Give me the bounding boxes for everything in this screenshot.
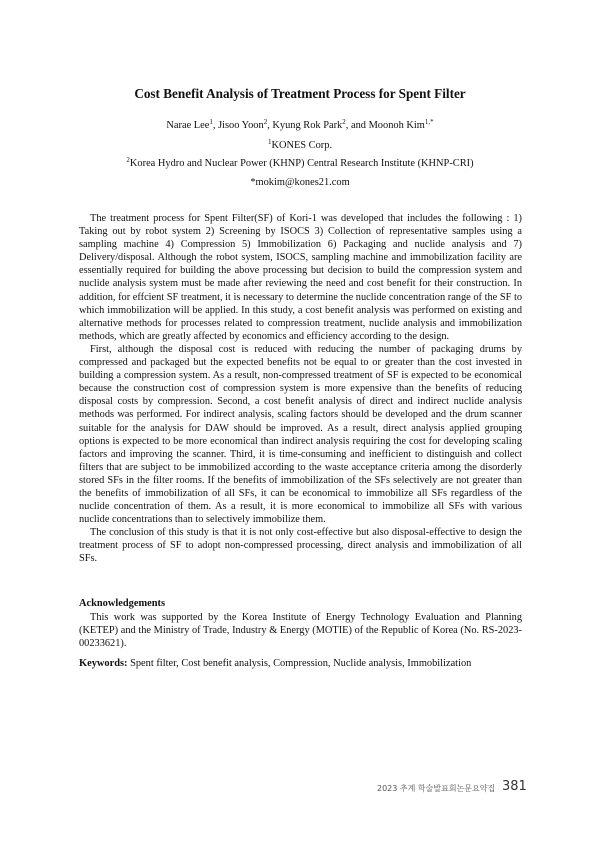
proceedings-label: 2023 추계 학술발표회논문요약집: [377, 784, 496, 793]
affiliation-mark: 1: [267, 138, 272, 146]
affiliation: [0, 140, 600, 151]
keywords: [79, 658, 522, 669]
author-affiliation-mark: 1,*: [424, 118, 434, 126]
acknowledgements-heading: Acknowledgements: [79, 598, 166, 609]
author-name: Moonoh Kim: [368, 120, 425, 131]
author-separator: ,: [212, 120, 219, 131]
paper-title: Cost Benefit Analysis of Treatment Process for Spent Filter: [134, 86, 466, 101]
author-list: [0, 120, 600, 131]
acknowledgements-text: This work was supported by the Korea Institute of Energy Technology Evaluation and Planning (KETEP) and the Ministry of Trade, Industry & Energy (MOTIE) of the Republic of Korea (No. RS-2023-00233621).: [79, 612, 522, 650]
affiliation-text: Korea Hydro and Nuclear Power (KHNP) Central Research Institute (KHNP-CRI): [129, 158, 474, 169]
author-name: Narae Lee: [166, 120, 210, 131]
contact-email: *mokim@kones21.com: [250, 177, 350, 188]
page-number: 381: [502, 779, 527, 794]
keywords-text: Spent filter, Cost benefit analysis, Compression, Nuclide analysis, Immobilization: [127, 658, 472, 669]
abstract-paragraph: The treatment process for Spent Filter(SF) of Kori-1 was developed that includes the following : 1) Taking out by robot system 2) Screening by ISOCS 3) Collection of representative samples using a sampling machine 4) Compression 5) Immobilization 6) Packaging and nuclide analysis and 7) Delivery/disposal. Although the robot system, ISOCS, sampling machine and immobilization facility are essentially required for building the above processing but decision to build the compression system and nuclide analysis system must be made after reviewing the need and cost benefit for their construction. In addition, for effcient SF treatment, it is necessary to determine the nuclide concentration range of the SF to which immobilization will be applied. In this study, a cost benefit analysis was performed on existing and alternative methods for processes related to compression treatment, nuclide analysis and immobilization methods, which are greatly affected by economics and efficiency according to the design.: [79, 213, 522, 342]
affiliation-mark: 2: [126, 156, 130, 164]
abstract-paragraph: First, although the disposal cost is reduced with reducing the number of packaging drums by compressed and packaged but the expected benefits not be equal to or greater than the cost invested in building a compression system. As a result, non-compressed treatment of SF is expected to be economical because the construction cost of compression system is more expensive than the benefits of reducing disposal costs by compression. Second, a cost benefit analysis of direct and indirect nuclide analysis methods was performed. For indirect analysis, scaling factors should be developed and the drum scanner suitable for the analysis for DAW should be improved. As a result, direct analysis applied grouping options is expected to be more economical than indirect analysis requiring the cost for developing scaling factors and improving the scanner. Third, it is time-consuming and inefficient to distinguish and collect filters that are subject to be immobilized according to the waste acceptance criteria among the disorderly stored SFs in the filter rooms. If the benefits of immobilization of the SFs selectively are not greater than the benefits of immobilization of all SFs, it can be economical to immobilize all SFs regardless of the nuclide concentration of them. As a result, it is more economical to immobilize all SFs with various nuclide concentrations than to selectively immobilize them.: [79, 343, 522, 526]
author-name: Kyung Rok Park: [272, 120, 343, 131]
author-affiliation-mark: 2: [342, 118, 346, 126]
author-separator: ,: [267, 120, 273, 131]
affiliation-text: KONES Corp.: [271, 140, 333, 151]
author-affiliation-mark: 2: [263, 118, 268, 126]
abstract-paragraph: The conclusion of this study is that it is not only cost-effective but also disposal-effective to design the treatment process of SF to adopt non-compressed processing, direct analysis and immobilization of all SFs.: [79, 527, 522, 565]
author-affiliation-mark: 1: [209, 118, 213, 126]
author-name: Jisoo Yoon: [218, 120, 264, 131]
abstract: [79, 212, 522, 566]
keywords-label: Keywords:: [79, 658, 128, 669]
acknowledgements: [79, 611, 522, 650]
author-separator: , and: [345, 120, 369, 131]
affiliation: [0, 158, 600, 169]
